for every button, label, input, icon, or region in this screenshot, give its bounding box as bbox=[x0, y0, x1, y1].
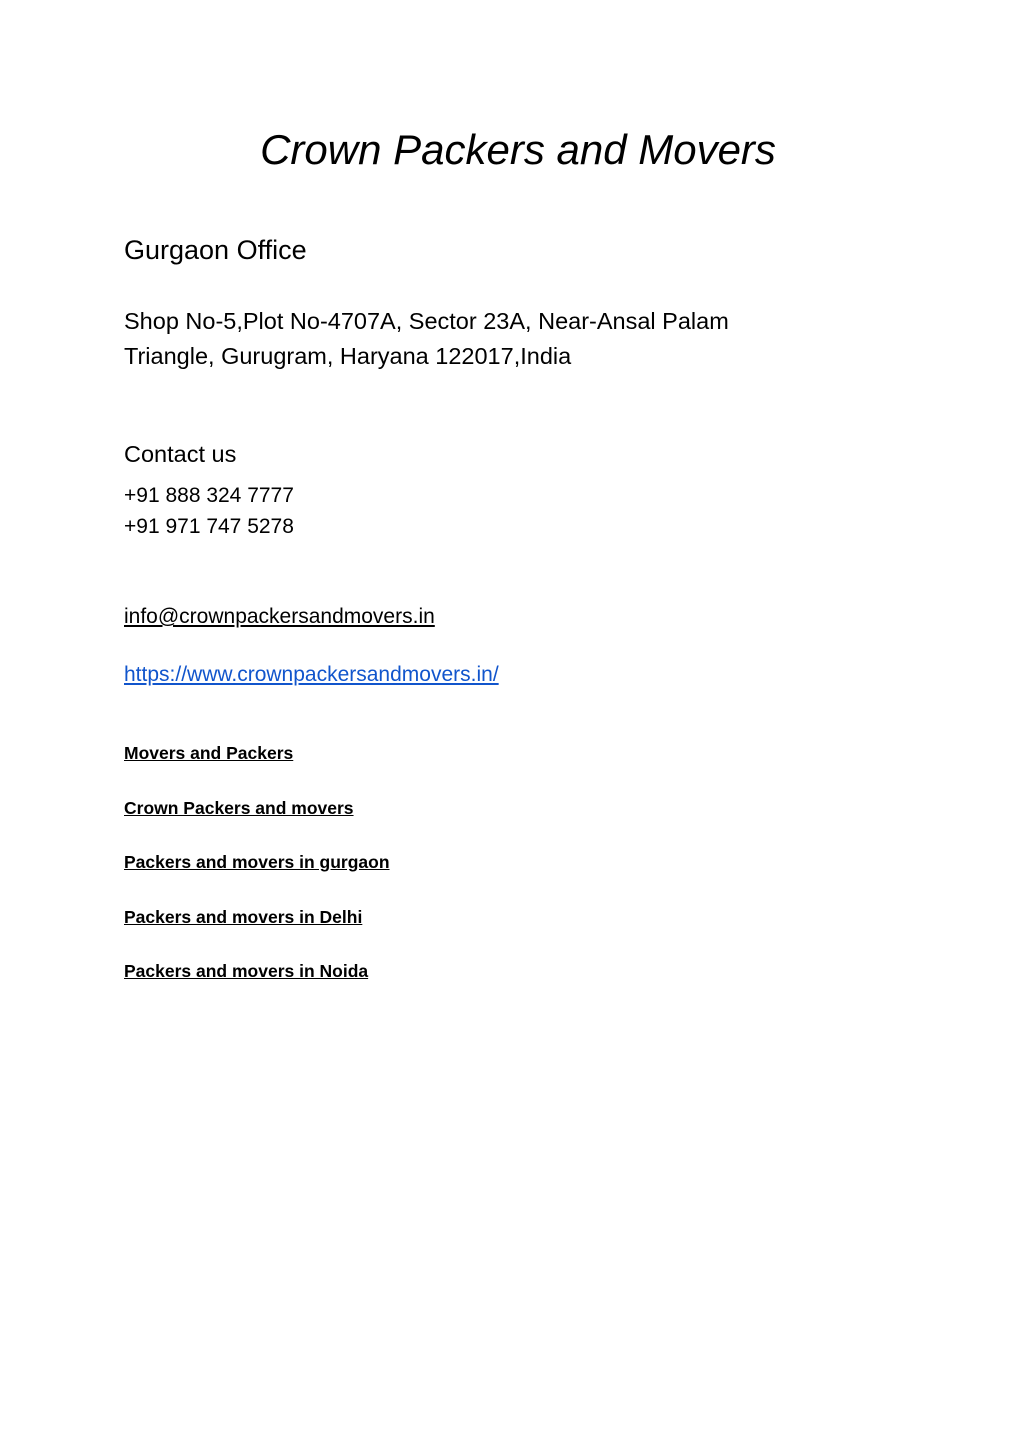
office-heading: Gurgaon Office bbox=[124, 235, 307, 265]
link-movers-and-packers[interactable]: Movers and Packers bbox=[124, 743, 294, 763]
email-link[interactable]: info@crownpackersandmovers.in bbox=[124, 605, 435, 628]
phone-number-1: +91 888 324 7777 bbox=[124, 484, 294, 507]
link-packers-movers-noida[interactable]: Packers and movers in Noida bbox=[124, 961, 369, 981]
link-packers-movers-gurgaon[interactable]: Packers and movers in gurgaon bbox=[124, 852, 390, 872]
address-line-1: Shop No-5,Plot No-4707A, Sector 23A, Near-Ansal Palam bbox=[124, 308, 729, 334]
link-crown-packers-and-movers[interactable]: Crown Packers and movers bbox=[124, 797, 354, 818]
phone-number-2: +91 971 747 5278 bbox=[124, 515, 294, 538]
address-line-2: Triangle, Gurugram, Haryana 122017,India bbox=[124, 343, 572, 369]
phone-list bbox=[124, 480, 294, 542]
link-packers-movers-delhi[interactable]: Packers and movers in Delhi bbox=[124, 906, 363, 927]
website-link[interactable]: https://www.crownpackersandmovers.in/ bbox=[124, 663, 499, 686]
service-links bbox=[124, 741, 390, 1014]
contact-heading: Contact us bbox=[124, 441, 237, 467]
document-title: Crown Packers and Movers bbox=[260, 126, 776, 173]
office-address bbox=[124, 304, 729, 374]
